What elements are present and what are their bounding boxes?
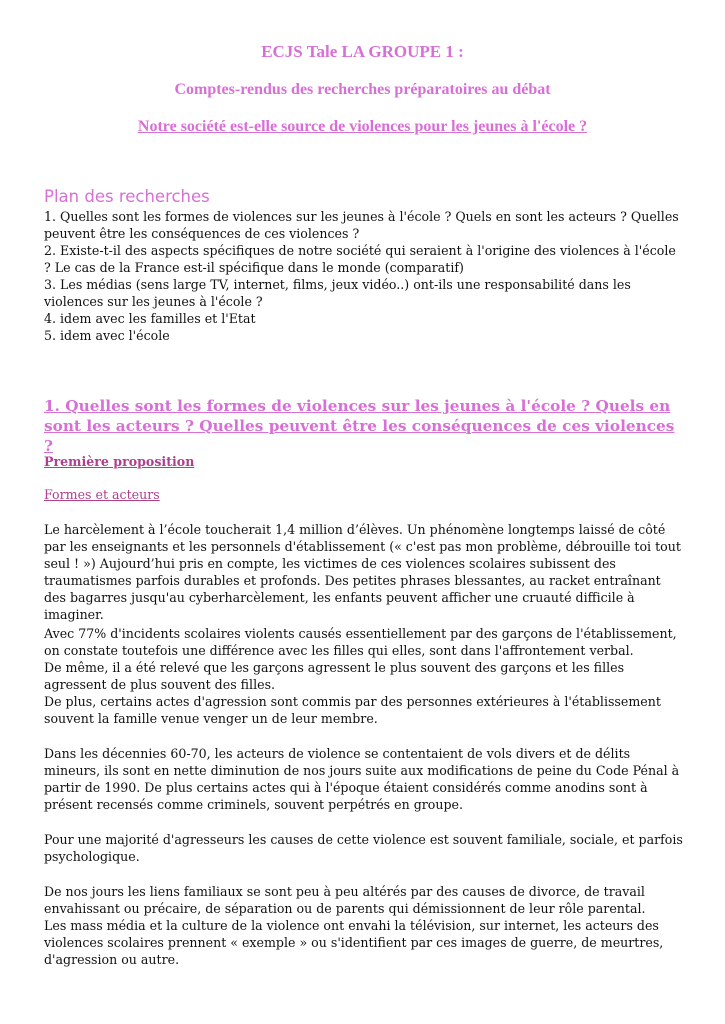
paragraph: De plus, certains actes d'agression sont commis par des personnes extérieures à l'établissement souvent la famille venue venger un de leur membre.	[44, 694, 661, 726]
paragraph: Pour une majorité d'agresseurs les causes de cette violence est souvent familiale, sociale, et parfois psychologique.	[44, 832, 683, 864]
paragraph: De nos jours les liens familiaux se sont peu à peu altérés par des causes de divorce, de travail envahissant ou précaire, de séparation ou de parents qui démissionnent de leur rôle parental.	[44, 884, 646, 916]
section-1-heading: 1. Quelles sont les formes de violences sur les jeunes à l'école ? Quels en sont les acteurs ? Quelles peuvent être les conséquences de ces violences ?	[44, 397, 675, 455]
paragraph: Dans les décennies 60-70, les acteurs de violence se contentaient de vols divers et de délits mineurs, ils sont en nette diminution de nos jours suite aux modifications de peine du Code Pénal à partir de 1990. De plus certains actes qui à l'époque étaient considérés comme anodins sont à présent recensés comme criminels, souvent perpétrés en groupe.	[44, 746, 680, 812]
paragraph: De même, il a été relevé que les garçons agressent le plus souvent des garçons et les filles agressent de plus souvent des filles.	[44, 660, 625, 692]
paragraph: Les mass média et la culture de la violence ont envahi la télévision, sur internet, les acteurs des violences scolaires prennent « exemple » ou s'identifient par ces images de guerre, de meurtres, d'agression ou autre.	[44, 918, 664, 967]
plan-item: 4. idem avec les familles et l'Etat	[44, 311, 256, 326]
paragraph: Avec 77% d'incidents scolaires violents causés essentiellement par des garçons de l'établissement, on constate toutefois une différence avec les filles qui elles, sont dans l'affrontement verbal.	[44, 626, 677, 658]
subsection-heading: Formes et acteurs	[44, 487, 160, 502]
plan-list	[44, 208, 684, 344]
paragraph: Le harcèlement à l’école toucherait 1,4 million d’élèves. Un phénomène longtemps laissé de côté par les enseignants et les personnels d'établissement (« c'est pas mon problème, débrouille toi tout seul ! ») Aujourd’hui pris en compte, les victimes de ces violences scolaires subissent des traumatismes parfois durables et profonds. Des petites phrases blessantes, au racket entraînant des bagarres jusqu'au cyberharcèlement, les enfants peuvent afficher une cruauté difficile à imaginer.	[44, 522, 681, 622]
plan-item: 5. idem avec l'école	[44, 328, 170, 343]
plan-item: 2. Existe-t-il des aspects spécifiques de notre société qui seraient à l'origine des violences à l'école ? Le cas de la France est-il spécifique dans le monde (comparatif)	[44, 243, 676, 275]
document-title: ECJS Tale LA GROUPE 1 :	[261, 42, 464, 61]
plan-item: 1. Quelles sont les formes de violences sur les jeunes à l'école ? Quels en sont les acteurs ? Quelles peuvent être les conséquences de ces violences ?	[44, 209, 679, 241]
plan-heading: Plan des recherches	[44, 187, 210, 206]
plan-item: 3. Les médias (sens large TV, internet, films, jeux vidéo..) ont-ils une responsabilité dans les violences sur les jeunes à l'école ?	[44, 277, 631, 309]
debate-question: Notre société est-elle source de violences pour les jeunes à l'école ?	[137, 118, 588, 135]
document-subtitle: Comptes-rendus des recherches préparatoires au débat	[174, 81, 551, 98]
proposition-heading: Première proposition	[44, 454, 195, 469]
